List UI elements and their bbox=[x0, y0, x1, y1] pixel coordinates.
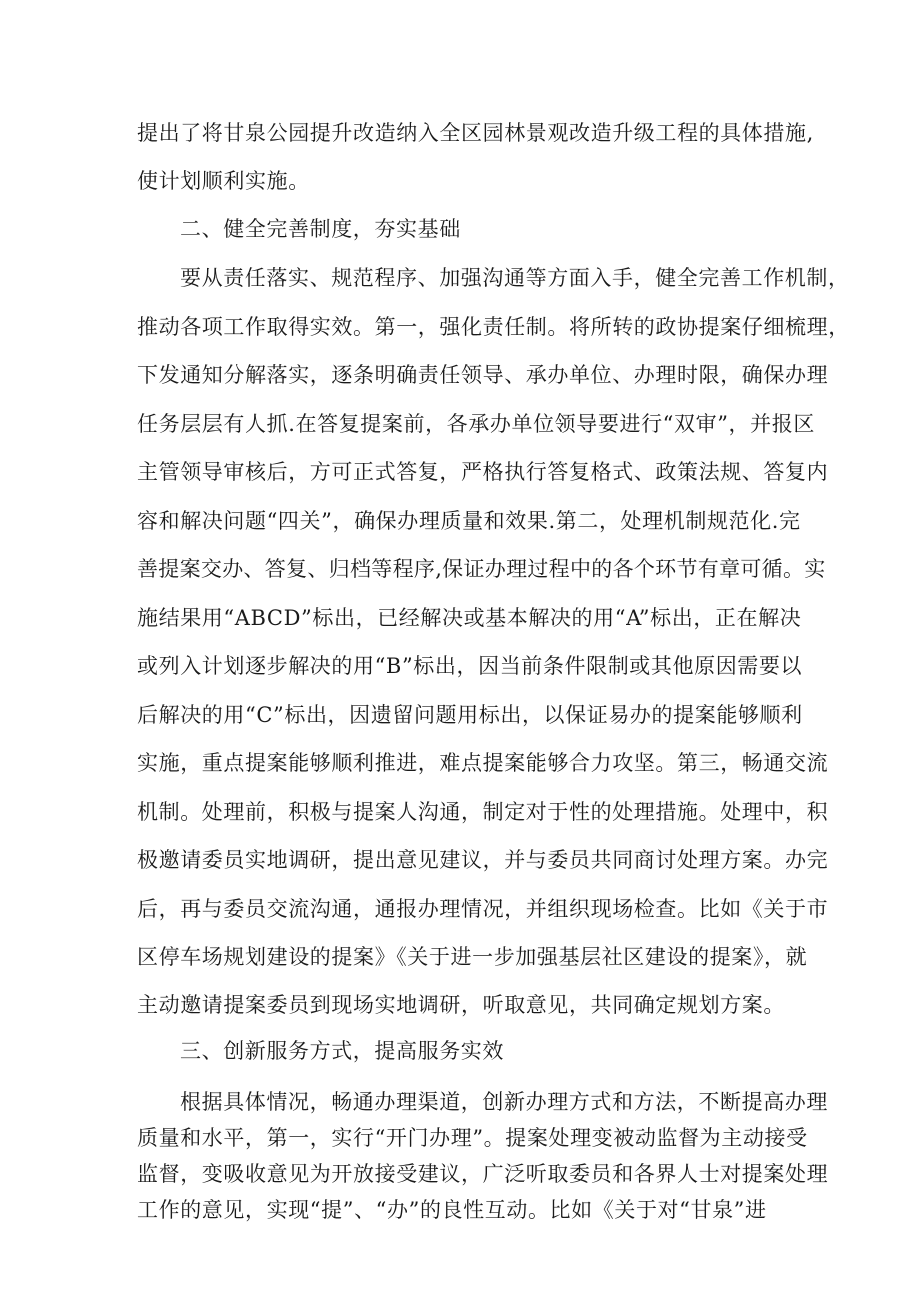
paragraph-2-line-12: 机制。处理前，积极与提案人沟通，制定对于性的处理措施。处理中，积 bbox=[137, 800, 829, 824]
paragraph-2-line-16: 主动邀请提案委员到现场实地调研，听取意见，共同确定规划方案。 bbox=[137, 993, 785, 1017]
paragraph-2-line-2: 推动各项工作取得实效。第一，强化责任制。将所转的政协提案仔细梳理， bbox=[137, 315, 850, 339]
paragraph-2-line-1: 要从责任落实、规范程序、加强沟通等方面入手，健全完善工作机制， bbox=[180, 266, 850, 290]
paragraph-1-line-2: 使计划顺利实施。 bbox=[137, 169, 310, 193]
paragraph-3-line-4: 工作的意见，实现“提”、“办”的良性互动。比如《关于对“甘泉”进 bbox=[137, 1198, 767, 1222]
paragraph-2-line-14: 后，再与委员交流沟通，通报办理情况，并组织现场检查。比如《关于市 bbox=[137, 897, 829, 921]
paragraph-3-line-1: 根据具体情况，畅通办理渠道，创新办理方式和方法，不断提高办理 bbox=[180, 1090, 828, 1114]
paragraph-2-line-7: 善提案交办、答复、归档等程序,保证办理过程中的各个环节有章可循。实 bbox=[137, 557, 826, 581]
paragraph-2-line-4: 任务层层有人抓.在答复提案前，各承办单位领导要进行“双审”，并报区 bbox=[137, 412, 815, 436]
paragraph-3-line-2: 质量和水平，第一，实行“开门办理”。提案处理变被动监督为主动接受 bbox=[137, 1126, 808, 1150]
paragraph-2-line-6: 容和解决问题“四关”，确保办理质量和效果.第二，处理机制规范化.完 bbox=[137, 509, 801, 533]
paragraph-3-line-3: 监督，变吸收意见为开放接受建议，广泛听取委员和各界人士对提案处理 bbox=[137, 1162, 829, 1186]
section-heading-2: 二、健全完善制度，夯实基础 bbox=[180, 217, 461, 241]
paragraph-2-line-3: 下发通知分解落实，逐条明确责任领导、承办单位、办理时限，确保办理 bbox=[137, 363, 829, 387]
paragraph-2-line-8: 施结果用“ABCD”标出，已经解决或基本解决的用“A”标出，正在解决 bbox=[137, 606, 802, 630]
paragraph-2-line-11: 实施，重点提案能够顺利推进，难点提案能够合力攻坚。第三，畅通交流 bbox=[137, 751, 829, 775]
paragraph-2-line-9: 或列入计划逐步解决的用“B”标出，因当前条件限制或其他原因需要以 bbox=[137, 654, 803, 678]
section-heading-3: 三、创新服务方式，提高服务实效 bbox=[180, 1039, 504, 1063]
paragraph-2-line-5: 主管领导审核后，方可正式答复，严格执行答复格式、政策法规、答复内 bbox=[137, 460, 829, 484]
paragraph-2-line-15: 区停车场规划建设的提案》《关于进一步加强基层社区建设的提案》，就 bbox=[137, 945, 808, 969]
paragraph-2-line-10: 后解决的用“C”标出，因遗留问题用标出，以保证易办的提案能够顺利 bbox=[137, 703, 803, 727]
paragraph-1-line-1: 提出了将甘泉公园提升改造纳入全区园林景观改造升级工程的具体措施, bbox=[137, 121, 814, 145]
paragraph-2-line-13: 极邀请委员实地调研，提出意见建议，并与委员共同商讨处理方案。办完 bbox=[137, 848, 829, 872]
